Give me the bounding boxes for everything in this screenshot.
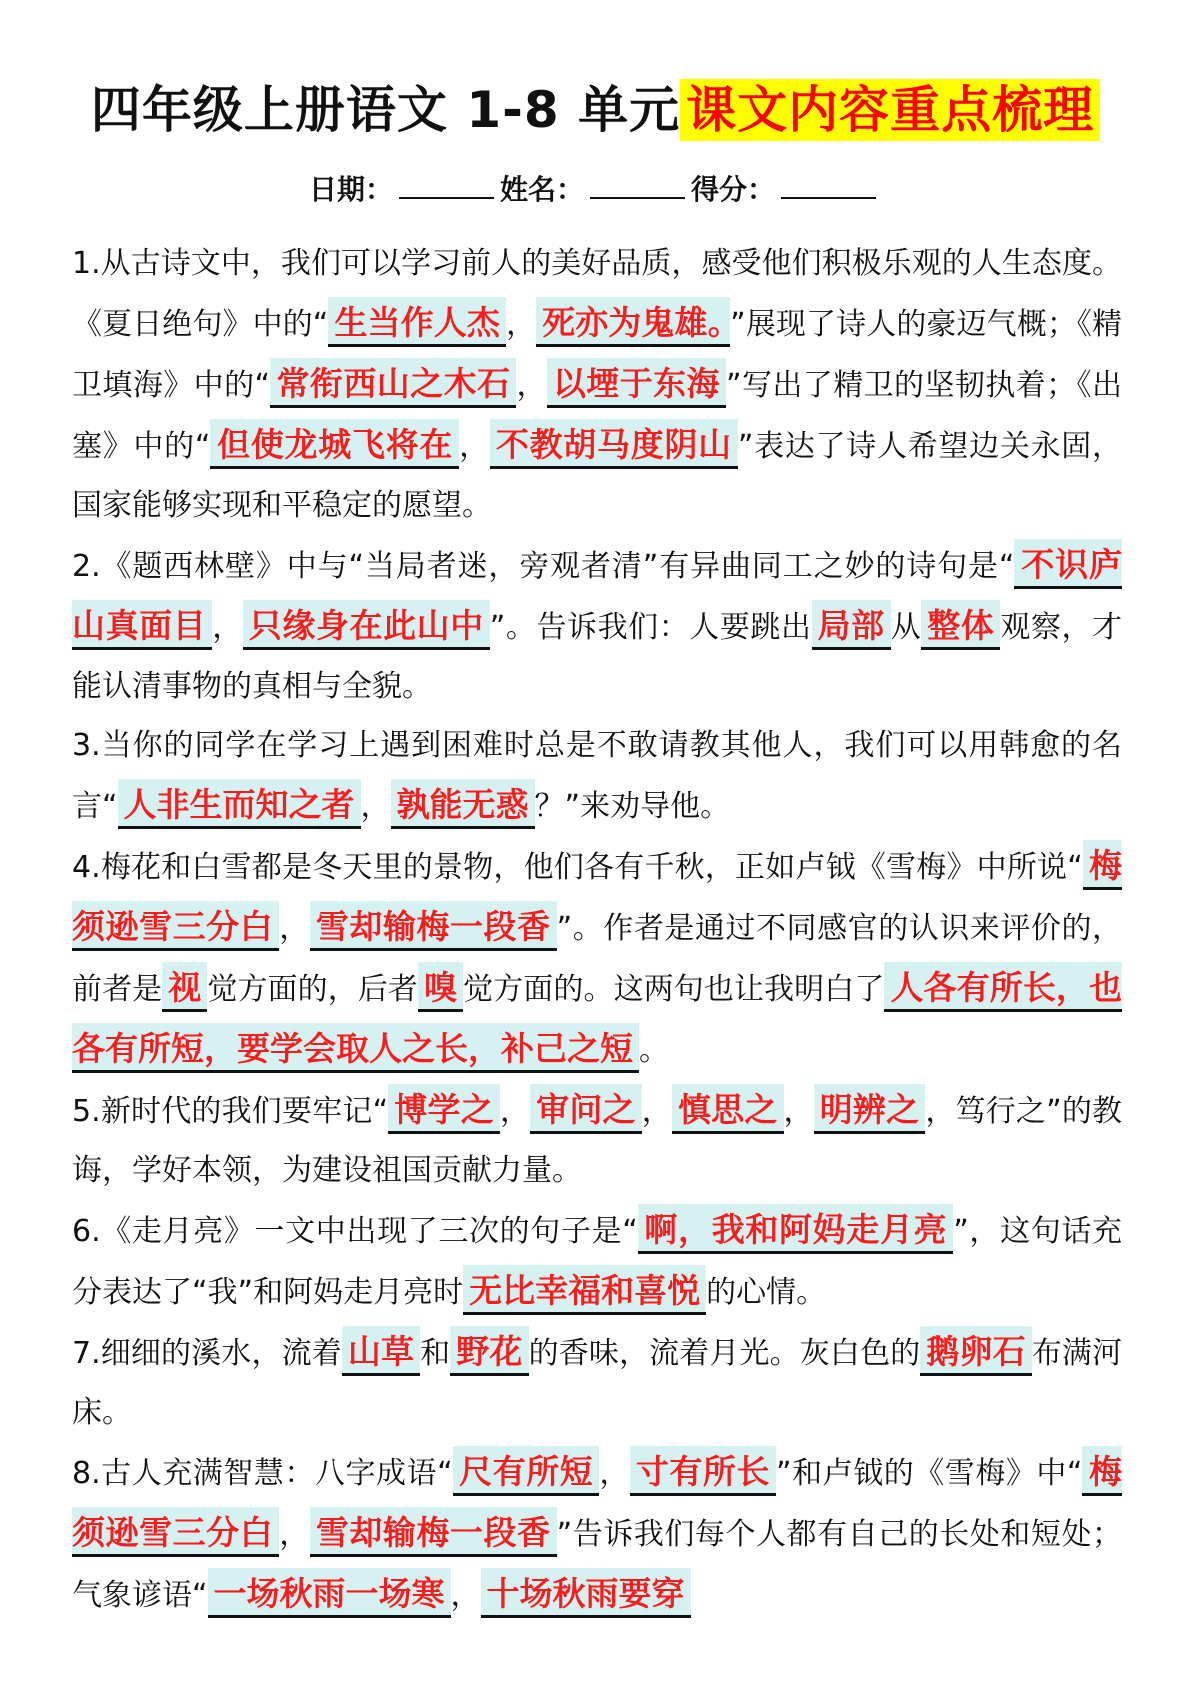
question-text: ”和卢钺的《雪梅》中“ <box>776 1456 1083 1491</box>
score-label: 得分： <box>691 173 776 206</box>
question-item <box>72 1200 1122 1322</box>
question-text: ”写出了精卫的坚韧执着；《出塞》中的“ <box>72 368 1123 464</box>
question-text: ， <box>641 1094 672 1129</box>
answer-blank[interactable]: 一场秋雨一场寒 <box>208 1568 451 1618</box>
question-item <box>72 535 1122 716</box>
answer-blank[interactable]: 整体 <box>921 600 1000 650</box>
answer-blank[interactable]: 梅须逊雪三分白 <box>72 1446 1122 1557</box>
answer-blank[interactable]: 局部 <box>812 600 891 650</box>
question-item <box>72 716 1122 836</box>
name-label: 姓名： <box>499 173 584 206</box>
question-text: ”表达了诗人希望边关永固，国家能够实现和平稳定的愿望。 <box>72 429 1123 523</box>
question-text: 6.《走月亮》一文中出现了三次的句子是“ <box>72 1214 638 1249</box>
question-text: ， <box>212 610 243 645</box>
question-list <box>72 234 1122 1625</box>
date-blank[interactable] <box>399 171 494 199</box>
answer-blank[interactable]: 山草 <box>342 1326 420 1376</box>
answer-blank[interactable]: 寸有所长 <box>630 1446 776 1496</box>
answer-blank[interactable]: 不识庐山真面目 <box>72 539 1122 650</box>
question-text: 的心情。 <box>706 1275 827 1310</box>
answer-blank[interactable]: 无比幸福和喜悦 <box>463 1265 706 1315</box>
question-text: ， <box>783 1094 814 1129</box>
answer-blank[interactable]: 梅须逊雪三分白 <box>72 840 1122 951</box>
date-label: 日期： <box>308 173 393 206</box>
question-text: ？”来劝导他。 <box>534 789 731 824</box>
question-item <box>72 1322 1122 1442</box>
answer-blank[interactable]: 鹅卵石 <box>920 1326 1031 1376</box>
question-text: 布满河床。 <box>72 1336 1123 1430</box>
answer-blank[interactable]: 死亦为鬼雄。 <box>536 297 730 347</box>
answer-blank[interactable]: 以堙于东海 <box>547 358 726 408</box>
question-text: 觉方面的。这两句也让我明白了 <box>463 972 885 1007</box>
question-text: ，笃行之”的教诲，学好本领，为建设祖国贡献力量。 <box>72 1094 1123 1188</box>
question-text: ， <box>505 307 537 342</box>
question-text: 2.《题西林壁》中与“当局者迷，旁观者清”有异曲同工之妙的诗句是“ <box>72 549 1015 584</box>
answer-blank[interactable]: 尺有所短 <box>453 1446 600 1496</box>
answer-blank[interactable]: 野花 <box>450 1326 528 1376</box>
question-item <box>72 234 1122 535</box>
answer-blank[interactable]: 慎思之 <box>672 1084 784 1134</box>
question-item <box>72 1442 1122 1625</box>
question-text: 和 <box>420 1336 451 1371</box>
answer-blank[interactable]: 博学之 <box>388 1084 500 1134</box>
answer-blank[interactable]: 孰能无惑 <box>391 779 535 829</box>
question-text: ， <box>450 1578 481 1613</box>
question-text: 7.细细的溪水，流着 <box>72 1336 342 1371</box>
answer-blank[interactable]: 生当作人杰 <box>328 297 506 347</box>
answer-blank[interactable]: 不教胡马度阴山 <box>490 419 738 469</box>
question-text: 3.当你的同学在学习上遇到困难时总是不敢请教其他人，我们可以用韩愈的名言“ <box>72 728 1122 824</box>
score-blank[interactable] <box>781 171 876 199</box>
answer-blank[interactable]: 人非生而知之者 <box>118 779 361 829</box>
answer-blank[interactable]: 审问之 <box>530 1084 642 1134</box>
question-text: ， <box>599 1456 630 1491</box>
question-text: ， <box>360 789 391 824</box>
answer-blank[interactable]: 嗅 <box>418 962 463 1012</box>
question-item <box>72 836 1122 1080</box>
question-text: 8.古人充满智慧：八字成语“ <box>72 1456 453 1491</box>
title-plain: 四年级上册语文 1-8 单元 <box>90 81 681 139</box>
answer-blank[interactable]: 雪却输梅一段香 <box>310 901 557 951</box>
question-text: 。 <box>639 1033 669 1068</box>
question-text: 的香味，流着月光。灰白色的 <box>528 1336 921 1371</box>
question-text: 从 <box>890 610 922 645</box>
question-text: ， <box>279 911 310 946</box>
answer-blank[interactable]: 十场秋雨要穿 <box>481 1568 691 1618</box>
question-text: 1.从古诗文中，我们可以学习前人的美好品质，感受他们积极乐观的人生态度。《夏日绝句》中的“ <box>72 246 1122 342</box>
name-blank[interactable] <box>590 171 685 199</box>
answer-blank[interactable]: 但使龙城飞将在 <box>210 419 459 469</box>
question-text: ， <box>516 368 547 403</box>
page-title <box>0 72 1191 148</box>
question-text: ”展现了诗人的豪迈气概；《精卫填海》中的“ <box>72 307 1123 403</box>
question-text: 5.新时代的我们要牢记“ <box>72 1094 389 1129</box>
answer-blank[interactable]: 啊，我和阿妈走月亮 <box>638 1204 953 1254</box>
answer-blank[interactable]: 视 <box>162 962 207 1012</box>
question-item <box>72 1080 1122 1200</box>
question-text: 觉方面的，后者 <box>207 972 419 1007</box>
question-text: 观察，才能认清事物的真相与全貌。 <box>72 610 1123 704</box>
answer-blank[interactable]: 只缘身在此山中 <box>243 600 490 650</box>
answer-blank[interactable]: 常衔西山之木石 <box>270 358 516 408</box>
question-text: ”告诉我们每个人都有自己的长处和短处；气象谚语“ <box>72 1517 1123 1613</box>
question-text: ”。作者是通过不同感官的认识来评价的，前者是 <box>72 911 1123 1007</box>
question-text: ”。告诉我们：人要跳出 <box>489 610 812 645</box>
question-text: ， <box>499 1094 531 1129</box>
title-highlight: 课文内容重点梳理 <box>680 79 1100 141</box>
question-text: ， <box>459 429 490 464</box>
answer-blank[interactable]: 人各有所长，也各有所短，要学会取人之长，补己之短 <box>72 962 1122 1073</box>
question-text: ， <box>279 1517 310 1552</box>
question-text: 4.梅花和白雪都是冬天里的景物，他们各有千秋，正如卢钺《雪梅》中所说“ <box>72 850 1083 885</box>
answer-blank[interactable]: 明辨之 <box>814 1084 926 1134</box>
answer-blank[interactable]: 雪却输梅一段香 <box>310 1507 557 1557</box>
question-text: ”，这句话充分表达了“我”和阿妈走月亮时 <box>72 1214 1123 1310</box>
student-info-row <box>0 168 1191 208</box>
